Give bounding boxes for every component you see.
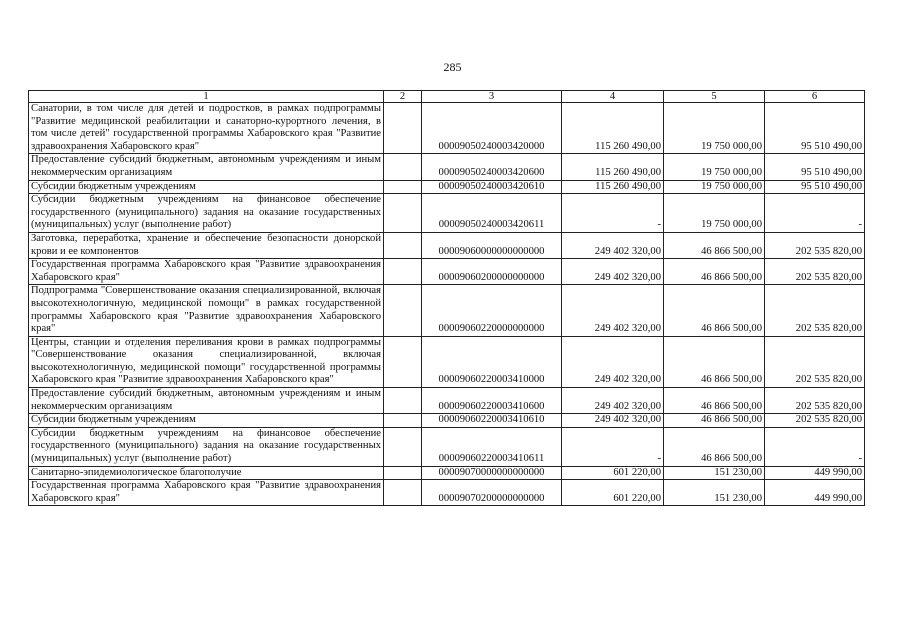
row-description: Санитарно-эпидемиологическое благополучие — [29, 466, 384, 480]
row-col2 — [384, 285, 422, 336]
budget-table — [28, 90, 865, 506]
row-value-col5: 19 750 000,00 — [664, 180, 765, 194]
row-value-col4: 601 220,00 — [562, 466, 664, 480]
table-row — [29, 388, 865, 414]
row-value-col4: - — [562, 194, 664, 233]
page-number: 285 — [443, 60, 462, 74]
row-description: Заготовка, переработка, хранение и обеспечение безопасности донорской крови и ее компонентов — [29, 232, 384, 258]
row-value-col6: 202 535 820,00 — [765, 388, 865, 414]
row-description: Субсидии бюджетным учреждениям — [29, 180, 384, 194]
row-code: 00009050240003420610 — [422, 180, 562, 194]
table-row — [29, 194, 865, 233]
table-header-row — [29, 91, 865, 103]
row-value-col5: 46 866 500,00 — [664, 232, 765, 258]
row-value-col5: 19 750 000,00 — [664, 103, 765, 154]
row-value-col4: 115 260 490,00 — [562, 154, 664, 180]
row-col2 — [384, 414, 422, 428]
column-header-3: 3 — [422, 91, 562, 103]
row-value-col6: 202 535 820,00 — [765, 336, 865, 387]
row-code: 00009060220003410600 — [422, 388, 562, 414]
row-value-col6: - — [765, 194, 865, 233]
row-description: Центры, станции и отделения переливания крови в рамках подпрограммы "Совершенствование оказания специализированной, включая высокотехнологичную, медицинской помощи" государственной программы Хабаровского края "Развитие здравоохранения Хабаровского края" — [29, 336, 384, 387]
row-code: 00009050240003420600 — [422, 154, 562, 180]
row-value-col5: 46 866 500,00 — [664, 414, 765, 428]
row-value-col5: 19 750 000,00 — [664, 154, 765, 180]
row-col2 — [384, 259, 422, 285]
row-description: Государственная программа Хабаровского края "Развитие здравоохранения Хабаровского края" — [29, 480, 384, 506]
row-code: 00009060200000000000 — [422, 259, 562, 285]
row-value-col4: 115 260 490,00 — [562, 103, 664, 154]
row-value-col4: 249 402 320,00 — [562, 285, 664, 336]
row-col2 — [384, 336, 422, 387]
row-code: 00009070000000000000 — [422, 466, 562, 480]
table-row — [29, 480, 865, 506]
row-code: 00009060220003410000 — [422, 336, 562, 387]
row-value-col6: 202 535 820,00 — [765, 285, 865, 336]
row-code: 00009060000000000000 — [422, 232, 562, 258]
row-value-col5: 151 230,00 — [664, 466, 765, 480]
row-value-col5: 19 750 000,00 — [664, 194, 765, 233]
row-value-col5: 46 866 500,00 — [664, 285, 765, 336]
table-row — [29, 285, 865, 336]
row-col2 — [384, 388, 422, 414]
row-col2 — [384, 427, 422, 466]
row-description: Субсидии бюджетным учреждениям на финансовое обеспечение государственного (муниципального) задания на оказание государственных (муниципальных) услуг (выполнение работ) — [29, 194, 384, 233]
row-col2 — [384, 232, 422, 258]
row-value-col6: 95 510 490,00 — [765, 103, 865, 154]
row-value-col6: 449 990,00 — [765, 480, 865, 506]
row-value-col6: 95 510 490,00 — [765, 154, 865, 180]
table-row — [29, 154, 865, 180]
row-description: Санатории, в том числе для детей и подростков, в рамках подпрограммы "Развитие медицинской реабилитации и санаторно-курортного лечения, в том числе детей" государственной программы Хабаровского края "Развитие здравоохранения Хабаровского края" — [29, 103, 384, 154]
row-value-col4: 249 402 320,00 — [562, 336, 664, 387]
table-row — [29, 103, 865, 154]
row-code: 00009070200000000000 — [422, 480, 562, 506]
table-row — [29, 259, 865, 285]
row-code: 00009060220003410610 — [422, 414, 562, 428]
row-value-col4: 249 402 320,00 — [562, 232, 664, 258]
table-row — [29, 232, 865, 258]
column-header-2: 2 — [384, 91, 422, 103]
table-row — [29, 414, 865, 428]
row-code: 00009050240003420611 — [422, 194, 562, 233]
row-description: Субсидии бюджетным учреждениям на финансовое обеспечение государственного (муниципального) задания на оказание государственных (муниципальных) услуг (выполнение работ) — [29, 427, 384, 466]
row-value-col5: 46 866 500,00 — [664, 388, 765, 414]
row-value-col6: 202 535 820,00 — [765, 414, 865, 428]
row-col2 — [384, 180, 422, 194]
row-value-col6: 202 535 820,00 — [765, 232, 865, 258]
table-row — [29, 180, 865, 194]
row-col2 — [384, 154, 422, 180]
row-value-col4: 249 402 320,00 — [562, 259, 664, 285]
row-value-col6: - — [765, 427, 865, 466]
column-header-6: 6 — [765, 91, 865, 103]
row-value-col5: 46 866 500,00 — [664, 336, 765, 387]
row-value-col4: 249 402 320,00 — [562, 414, 664, 428]
row-value-col4: 115 260 490,00 — [562, 180, 664, 194]
row-value-col5: 151 230,00 — [664, 480, 765, 506]
row-description: Государственная программа Хабаровского края "Развитие здравоохранения Хабаровского края" — [29, 259, 384, 285]
row-value-col6: 95 510 490,00 — [765, 180, 865, 194]
row-col2 — [384, 103, 422, 154]
row-value-col4: - — [562, 427, 664, 466]
row-value-col5: 46 866 500,00 — [664, 259, 765, 285]
row-col2 — [384, 194, 422, 233]
row-value-col5: 46 866 500,00 — [664, 427, 765, 466]
row-description: Субсидии бюджетным учреждениям — [29, 414, 384, 428]
row-col2 — [384, 480, 422, 506]
column-header-5: 5 — [664, 91, 765, 103]
row-code: 00009060220000000000 — [422, 285, 562, 336]
row-description: Предоставление субсидий бюджетным, автономным учреждениям и иным некоммерческим организациям — [29, 388, 384, 414]
row-value-col4: 249 402 320,00 — [562, 388, 664, 414]
column-header-1: 1 — [29, 91, 384, 103]
row-code: 00009050240003420000 — [422, 103, 562, 154]
row-description: Подпрограмма "Совершенствование оказания специализированной, включая высокотехнологичную, медицинской помощи" в рамках государственной программы Хабаровского края "Развитие здравоохранения Хабаровского края" — [29, 285, 384, 336]
table-row — [29, 427, 865, 466]
row-value-col6: 202 535 820,00 — [765, 259, 865, 285]
row-description: Предоставление субсидий бюджетным, автономным учреждениям и иным некоммерческим организациям — [29, 154, 384, 180]
table-row — [29, 466, 865, 480]
row-code: 00009060220003410611 — [422, 427, 562, 466]
row-col2 — [384, 466, 422, 480]
column-header-4: 4 — [562, 91, 664, 103]
row-value-col4: 601 220,00 — [562, 480, 664, 506]
table-row — [29, 336, 865, 387]
row-value-col6: 449 990,00 — [765, 466, 865, 480]
